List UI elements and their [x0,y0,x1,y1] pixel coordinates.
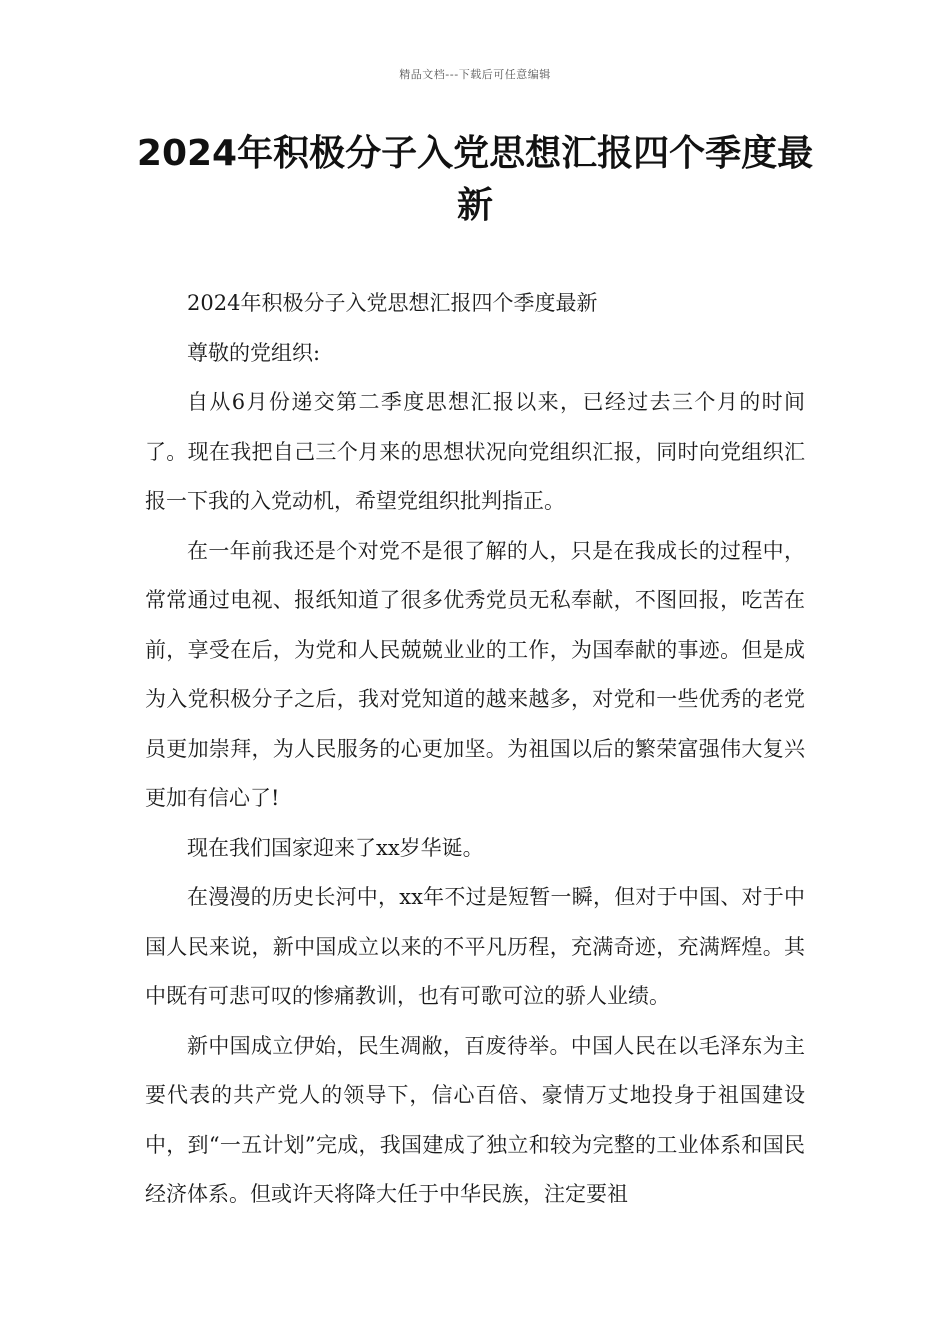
paragraph: 新中国成立伊始，民生凋敝，百废待举。中国人民在以毛泽东为主要代表的共产党人的领导下，信心百倍、豪情万丈地投身于祖国建设中，到“一五计划”完成，我国建成了独立和较为完整的工业体系和国民经济体系。但或许天将降大任于中华民族，注定要祖 [145,1033,805,1206]
paragraph-salutation: 尊敬的党组织: [187,340,321,365]
paragraph-subtitle: 2024年积极分子入党思想汇报四个季度最新 [187,291,598,315]
paragraph: 在一年前我还是个对党不是很了解的人，只是在我成长的过程中，常常通过电视、报纸知道了很多优秀党员无私奉献，不图回报，吃苦在前，享受在后，为党和人民兢兢业业的工作，为国奉献的事迹。但是成为入党积极分子之后，我对党知道的越来越多，对党和一些优秀的老党员更加崇拜，为人民服务的心更加坚。为祖国以后的繁荣富强伟大复兴更加有信心了! [145,538,805,810]
document-title: 2024年积极分子入党思想汇报四个季度最新 [136,133,814,226]
paragraph: 现在我们国家迎来了xx岁华诞。 [187,835,484,860]
paragraph: 在漫漫的历史长河中，xx年不过是短暂一瞬，但对于中国、对于中国人民来说，新中国成立以来的不平凡历程，充满奇迹，充满辉煌。其中既有可悲可叹的惨痛教训，也有可歌可泣的骄人业绩。 [145,885,805,1008]
paragraph: 自从6月份递交第二季度思想汇报以来，已经过去三个月的时间了。现在我把自己三个月来的思想状况向党组织汇报，同时向党组织汇报一下我的入党动机，希望党组织批判指正。 [145,390,805,513]
document-body [145,279,805,1220]
header-note: 精品文档---下载后可任意编辑 [399,68,551,81]
